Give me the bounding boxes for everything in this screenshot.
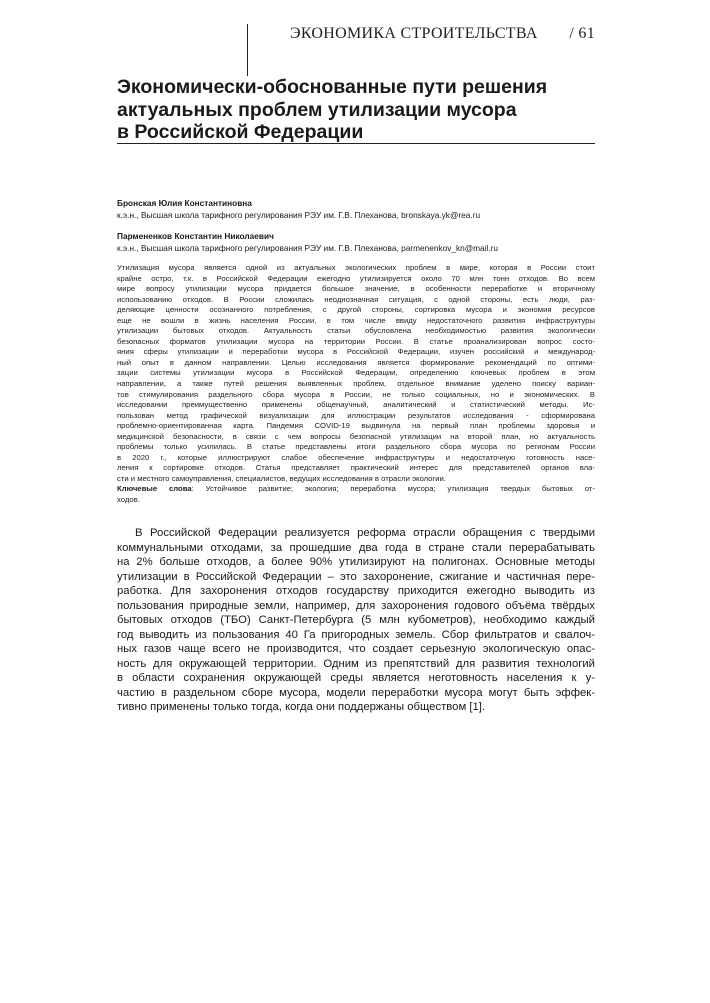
abstract-line: направлении, а также путей решения выявленных проблем, отдельное внимание уделено поиску вариан- bbox=[117, 379, 595, 389]
abstract-line: Утилизация мусора является одной из актуальных экологических проблем в мире, которая в России стоит bbox=[117, 263, 595, 272]
author-affiliation: к.э.н., Высшая школа тарифного регулирования РЭУ им. Г.В. Плеханова, parmenenkov_kn@mail.ru bbox=[117, 242, 499, 253]
abstract-line: яния сферы утилизации и переработки мусора в Российской Федерации, изучен российский и международ- bbox=[117, 347, 595, 357]
abstract bbox=[117, 263, 595, 506]
author-block bbox=[117, 231, 595, 254]
abstract-line: безопасных форматов утилизации мусора на территории России. В статье проанализирован вопрос состо- bbox=[117, 336, 595, 346]
keywords-text: : Устойчивое развитие; экология; переработка мусора; утилизация твердых бытовых от- bbox=[191, 484, 595, 494]
author-name: Пармененков Константин Николаевич bbox=[117, 231, 274, 241]
abstract-line: ный опыт в данном направлении. Целью исследования является формирование рекомендаций по оптими- bbox=[117, 357, 595, 367]
abstract-line: исследовании преимущественно применены общенаучный, аналитический и статистический методы. Ис- bbox=[117, 400, 595, 410]
abstract-line: в 2020 г., которые иллюстрируют слабое обеспечение инфраструктуры и недостаточную готовность насе- bbox=[117, 452, 595, 462]
running-head bbox=[290, 25, 595, 43]
journal-section-title: ЭКОНОМИКА СТРОИТЕЛЬСТВА bbox=[290, 25, 538, 42]
body-line: на 2% больше отходов, а более 90% утилизируют на полигонах. Основные методы bbox=[117, 556, 595, 568]
body-line: год выводить из пользования 40 Га пригородных земель. Сбор фильтратов и свалоч- bbox=[117, 628, 595, 641]
title-line: актуальных проблем утилизации мусора bbox=[117, 98, 517, 121]
body-line: пользования природные земли, например, для захоронения годового объёма твёрдых bbox=[117, 599, 595, 612]
author-affiliation: к.э.н., Высшая школа тарифного регулирования РЭУ им. Г.В. Плеханова, bronskaya.yk@rea.ru bbox=[117, 209, 481, 220]
body-line: бытовых отходов (ТБО) Санкт-Петербурга (5 млн кубометров), необходимо каждый bbox=[117, 614, 595, 626]
article-title bbox=[117, 76, 595, 144]
body-line: ность для окружающей территории. Одним из препятствий для развития технологий bbox=[117, 657, 595, 670]
body-line: тивно применены только тогда, когда они поддержаны обществом [1]. bbox=[117, 701, 486, 713]
keywords-line-continued: ходов. bbox=[117, 495, 140, 505]
keywords-line bbox=[117, 484, 595, 495]
abstract-line: крайне остро, т.к. в Российской Федерации ежегодно утилизируется около 70 млн тонн отходов. Во всем bbox=[117, 273, 595, 283]
abstract-line: мире вопросу утилизации мусора придается большое значение, в особенности переработке и вторичному bbox=[117, 284, 595, 294]
abstract-line: зации системы утилизации мусора в Российской Федерации, определению ключевых проблем в этом bbox=[117, 368, 595, 378]
abstract-line: медицинской безопасности, в связи с чем вопросы безопасной утилизации на второй план, но актуальность bbox=[117, 431, 595, 441]
abstract-line: еще не вошли в жизнь населения России, в том числе ввиду недостаточного развития инфраструктуры bbox=[117, 315, 595, 325]
body-paragraph bbox=[117, 526, 595, 715]
abstract-line: утилизации бытовых отходов. Актуальность статьи обусловлена необходимостью развития экологически bbox=[117, 326, 595, 336]
abstract-line: сти и местного самоуправления, специалистов, ведущих исследования в отрасли экологии. bbox=[117, 473, 446, 483]
keywords-label: Ключевые слова bbox=[117, 484, 192, 494]
abstract-line: использованию отходов. В России сложилась неоднозначная ситуация, с одной стороны, есть люди, раз- bbox=[117, 294, 595, 304]
abstract-line: ления к сортировке отходов. Статья представляет практический интерес для представителей органов вла- bbox=[117, 463, 595, 473]
title-line: Экономически-обоснованные пути решения bbox=[117, 76, 548, 98]
abstract-line: проблемы только усилилась. В статье представлены итоги раздельного сбора мусора по регионам России bbox=[117, 442, 595, 452]
body-line: утилизации в Российской Федерации – это захоронение, сжигание и частичная пере- bbox=[117, 570, 595, 583]
body-line: частию в раздельном сборе мусора, модели переработки мусора могут быть эффек- bbox=[117, 686, 595, 699]
abstract-line: пользован метод графической визуализации для иллюстрации результатов исследования - сформирована bbox=[117, 410, 595, 420]
body-line: в области сохранения окружающей среды является неготовность населения к у- bbox=[117, 672, 595, 684]
author-name: Бронская Юлия Константиновна bbox=[117, 198, 252, 208]
header-divider bbox=[247, 24, 248, 76]
abstract-line: проблемно-ориентированная карта. Пандемия COVID-19 выдвинула на первый план проблемы здоровья и bbox=[117, 421, 595, 431]
body-line: ных газов чаще всего не производится, что создает серьезную экологическую опас- bbox=[117, 643, 595, 655]
title-line: в Российской Федерации bbox=[117, 121, 364, 143]
author-block bbox=[117, 198, 595, 221]
abstract-line: деляющие ценности осознанного потребления, с другой стороны, сортировка мусора и экономия ресурсов bbox=[117, 305, 595, 315]
body-line: работка. Для захоронения отходов государству приходится ежегодно выводить из bbox=[117, 585, 595, 597]
body-line: В Российской Федерации реализуется реформа отрасли обращения с твердыми bbox=[135, 527, 595, 539]
title-underline bbox=[117, 143, 595, 144]
abstract-line: тов стимулирования раздельного сбора мусора в России, не только социальных, но и экономических. В bbox=[117, 389, 595, 399]
body-line: коммунальными отходами, за прошедшие два года в стране стали перерабатывать bbox=[117, 541, 595, 554]
page-number: / 61 bbox=[569, 25, 595, 42]
